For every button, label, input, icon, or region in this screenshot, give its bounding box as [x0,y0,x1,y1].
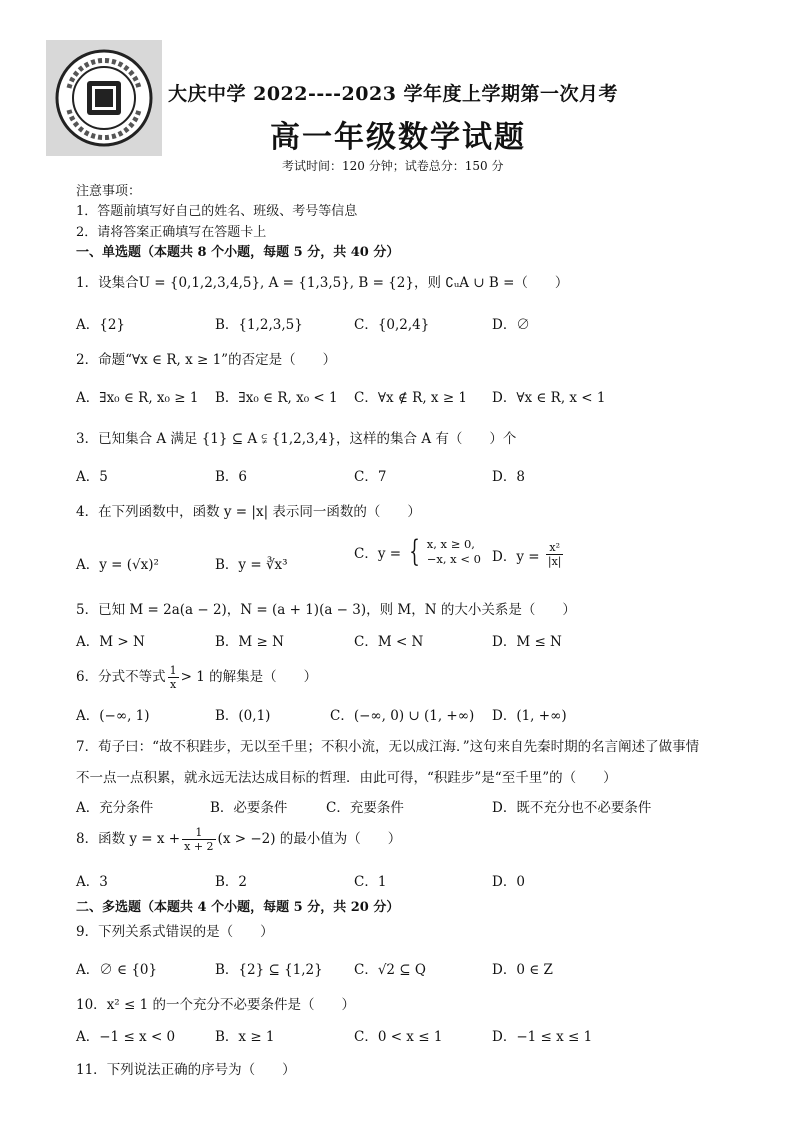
option-d: D．−1 ≤ x ≤ 1 [492,1029,593,1045]
section-title-multiple-choice: 二、多选题（本题共 4 个小题，每题 5 分，共 20 分） [76,900,400,915]
fraction-numerator: 1 [182,826,215,840]
option-d: D．∀x ∈ R, x < 1 [492,390,606,406]
question-text: 函数 y = x + [98,831,181,847]
note-item: 1．答题前填写好自己的姓名、班级、考号等信息 [76,204,358,219]
option-c: C．y = { x, x ≥ 0, −x, x < 0 [354,534,481,569]
question-number: 3． [76,431,99,447]
fraction [182,826,215,853]
option-d: D．(1, +∞) [492,708,567,724]
option-a: A．3 [76,874,108,890]
fraction-denominator: x [169,678,177,691]
fraction [168,664,179,691]
option-b: B．∃x₀ ∈ R, x₀ < 1 [215,390,338,406]
exam-info: 考试时间：120 分钟；试卷总分：150 分 [282,159,504,173]
question-2 [76,348,336,368]
question-number: 2． [76,352,99,368]
option-c: C．M < N [354,634,424,650]
option-c: C．充要条件 [326,800,404,816]
question-6 [76,664,317,691]
option-d: D．8 [492,469,525,485]
question-number: 1． [76,275,99,291]
school-seal-icon [54,48,154,148]
question-10 [76,993,355,1013]
option-c: C．(−∞, 0) ∪ (1, +∞) [330,708,475,724]
question-text: 荀子曰：“故不积跬步，无以至千里；不积小流，无以成江海．”这句来自先秦时期的名言阐述了做事情 [98,739,700,755]
section-title-single-choice: 一、单选题（本题共 8 个小题，每题 5 分，共 40 分） [76,245,400,260]
question-text: 下列关系式错误的是（ ） [98,924,274,940]
question-number: 5． [76,602,99,618]
question-text: 已知 M = 2a(a − 2)，N = (a + 1)(a − 3)，则 M，N 的大小关系是（ ） [98,602,576,618]
fraction-denominator: |x| [547,555,562,568]
question-9 [76,920,274,940]
question-text: 在下列函数中，函数 y = |x| 表示同一函数的（ ） [98,504,421,520]
question-text: 命题“∀x ∈ R, x ≥ 1”的否定是（ ） [98,352,337,368]
question-number: 9． [76,924,99,940]
piecewise-function [427,537,481,567]
piecewise-case: x, x ≥ 0, [426,537,475,551]
question-number: 11． [76,1062,107,1078]
fraction [546,541,564,568]
notes-title: 注意事项： [76,184,142,199]
option-a: A．充分条件 [76,800,154,816]
option-b: B．6 [215,469,248,485]
question-8 [76,826,401,853]
fraction-numerator: 1 [169,664,177,677]
option-b: B．必要条件 [210,800,288,816]
option-a: A．M > N [76,634,145,650]
option-d: D．y = $\frac{\text{x²}}{|x|}$ [492,541,562,568]
option-c: C．1 [354,874,387,890]
left-brace-icon: { [409,534,421,569]
question-7 [76,735,699,755]
school-title: 大庆中学 2022----2023 学年度上学期第一次月考 [168,83,619,105]
option-b: B．x ≥ 1 [215,1029,275,1045]
option-b: B．{2} ⊆ {1,2} [215,962,323,978]
question-text: x² ≤ 1 的一个充分不必要条件是（ ） [106,997,355,1013]
option-b: B．(0,1) [215,708,271,724]
piecewise-case: −x, x < 0 [426,552,481,566]
option-b: B．M ≥ N [215,634,284,650]
question-11 [76,1058,296,1078]
option-c: C．{0,2,4} [354,317,430,333]
option-a: A．5 [76,469,108,485]
school-logo [46,40,162,156]
option-b: B．{1,2,3,5} [215,317,303,333]
option-a: A．{2} [76,317,126,333]
question-text: 已知集合 A 满足 {1} ⊆ A ⫋ {1,2,3,4}，这样的集合 A 有（ ）个 [98,431,517,447]
option-a: A．−1 ≤ x < 0 [76,1029,176,1045]
question-3 [76,427,516,447]
option-c: C．7 [354,469,387,485]
fraction-numerator: x² [546,541,564,555]
option-b: B．2 [215,874,248,890]
question-5 [76,598,576,618]
question-text: 分式不等式 [98,669,166,685]
option-c: C．√2 ⊆ Q [354,962,426,978]
question-text: 设集合U = {0,1,2,3,4,5}, A = {1,3,5}, B = {2}，则 ∁ᵤA ∪ B =（ ） [98,275,569,291]
option-d: D．M ≤ N [492,634,562,650]
question-number: 6． [76,669,99,685]
option-c: C．0 < x ≤ 1 [354,1029,443,1045]
option-c: C．∀x ∉ R, x ≥ 1 [354,390,468,406]
option-b: B．y = ∛x³ [215,557,288,573]
option-d: D．既不充分也不必要条件 [492,800,652,816]
question-text: 下列说法正确的序号为（ ） [106,1062,296,1078]
option-d: D．0 [492,874,525,890]
option-d: D．0 ∈ Z [492,962,553,978]
note-item: 2．请将答案正确填写在答题卡上 [76,225,267,240]
question-number: 10． [76,997,107,1013]
fraction-denominator: x + 2 [184,840,214,853]
paper-title: 高一年级数学试题 [270,120,526,155]
option-a: A．y = (√x)² [76,557,159,573]
question-1 [76,271,568,291]
question-4 [76,500,421,520]
option-a: A．∅ ∈ {0} [76,962,158,978]
question-text: (x > −2) 的最小值为（ ） [217,831,402,847]
question-7-line2: 不一点一点积累，就永远无法达成目标的哲理．由此可得，“积跬步”是“至千里”的（ ） [76,770,617,786]
option-d: D．∅ [492,317,530,333]
question-number: 4． [76,504,99,520]
question-number: 7． [76,739,99,755]
question-text: > 1 的解集是（ ） [180,669,318,685]
question-number: 8． [76,831,99,847]
option-a: A．(−∞, 1) [76,708,150,724]
option-a: A．∃x₀ ∈ R, x₀ ≥ 1 [76,390,199,406]
